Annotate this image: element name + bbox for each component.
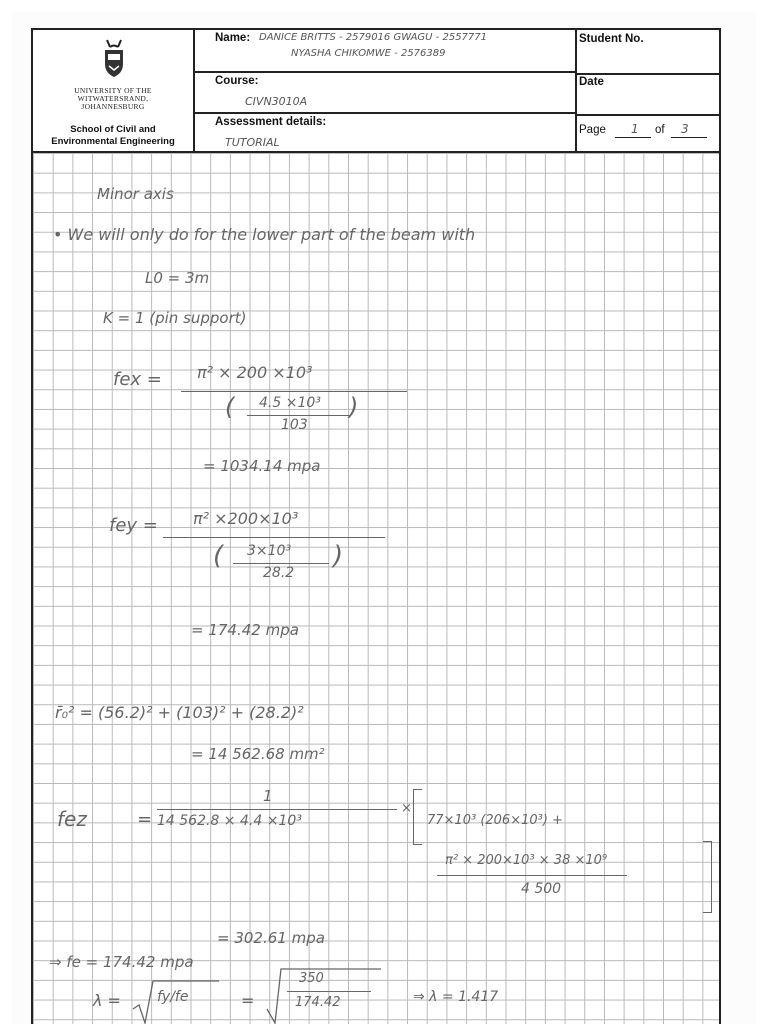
- lambda-denominator: 174.42: [295, 995, 341, 1010]
- logo-column: [33, 30, 195, 151]
- fey-paren-left: (: [213, 541, 224, 571]
- fey-paren-right: ): [333, 541, 344, 571]
- course-value: CIVN3010A: [245, 95, 308, 108]
- student-no-cell: [575, 30, 719, 75]
- lambda-equals: =: [241, 991, 255, 1010]
- lambda-lhs: λ =: [93, 991, 121, 1010]
- fex-den-numerator: 4.5 ×10³: [259, 395, 321, 411]
- fez-result: = 302.61 mpa: [217, 929, 325, 947]
- name-row: [193, 30, 575, 73]
- name-label: Name:: [215, 32, 251, 44]
- university-name: [33, 87, 193, 111]
- name-value-line-1: DANICE BRITTS - 2579016 GWAGU - 2557771: [259, 32, 488, 43]
- student-no-label: Student No.: [579, 33, 644, 45]
- course-label: Course:: [215, 75, 259, 87]
- date-cell: [575, 73, 719, 116]
- intro-text: • We will only do for the lower part of the beam with: [53, 225, 476, 244]
- fex-inner-bar: [247, 415, 351, 416]
- r0-equation: r̄₀² = (56.2)² + (103)² + (28.2)²: [55, 703, 304, 722]
- fez-inner-bar: [437, 875, 627, 876]
- grid-paper-area: [31, 153, 721, 1024]
- heading-minor-axis: Minor axis: [97, 185, 174, 203]
- fex-paren-right: ): [349, 393, 359, 421]
- fex-den-denominator: 103: [281, 417, 308, 433]
- fey-result: = 174.42 mpa: [191, 621, 299, 639]
- fez-denominator: 14 562.8 × 4.4 ×10³: [157, 813, 302, 829]
- assessment-value: TUTORIAL: [225, 136, 280, 149]
- fez-fraction-bar: [157, 809, 397, 810]
- lambda-radicand: fy/fe: [157, 989, 189, 1005]
- fez-numerator: 1: [263, 787, 273, 805]
- school-name: [33, 124, 193, 148]
- fe-conclusion: ⇒ fe = 174.42 mpa: [49, 953, 194, 971]
- meta-column: [575, 30, 719, 151]
- lambda-numerator: 350: [299, 971, 324, 986]
- fex-fraction-bar: [181, 391, 407, 392]
- fez-bracket-left: [413, 789, 422, 845]
- fex-result: = 1034.14 mpa: [203, 457, 321, 475]
- k-factor: K = 1 (pin support): [103, 309, 247, 327]
- fez-times: ×: [401, 801, 412, 816]
- fez-bracket-term-2-numerator: π² × 200×10³ × 38 ×10⁹: [445, 853, 608, 868]
- fez-bracket-term-1: 77×10³ (206×10³) +: [427, 813, 563, 828]
- name-value-line-2: NYASHA CHIKOMWE - 2576389: [291, 48, 446, 59]
- page-cell: [575, 114, 719, 151]
- fez-bracket-term-2-denominator: 4 500: [521, 881, 562, 897]
- fex-paren-left: (: [225, 393, 235, 421]
- date-label: Date: [579, 76, 604, 88]
- page-current: 1: [631, 122, 639, 136]
- assessment-row: [193, 114, 575, 151]
- lambda-result: ⇒ λ = 1.417: [413, 989, 499, 1005]
- fey-fraction-bar: [163, 537, 385, 538]
- course-row: [193, 73, 575, 114]
- page-label: Page: [579, 124, 606, 136]
- fex-lhs: fex =: [113, 369, 162, 390]
- school-line-2: Environmental Engineering: [51, 136, 175, 147]
- university-line-1: UNIVERSITY OF THE: [74, 86, 152, 95]
- page-current-underline: [615, 137, 651, 138]
- fez-lhs: fez: [57, 807, 87, 831]
- effective-length: L0 = 3m: [145, 269, 210, 287]
- fey-den-denominator: 28.2: [263, 565, 295, 581]
- university-line-3: JOHANNESBURG: [81, 102, 145, 111]
- university-crest-icon: [99, 38, 129, 78]
- university-line-2: WITWATERSRAND,: [77, 94, 149, 103]
- fey-numerator: π² ×200×10³: [193, 509, 299, 528]
- page-total-underline: [671, 137, 707, 138]
- lambda-fraction-bar: [287, 991, 371, 992]
- fex-numerator: π² × 200 ×10³: [197, 363, 313, 382]
- fey-den-numerator: 3×10³: [247, 543, 292, 559]
- fey-inner-bar: [233, 563, 329, 564]
- page-total: 3: [681, 122, 689, 136]
- school-line-1: School of Civil and: [70, 124, 156, 135]
- fey-lhs: fey =: [109, 515, 158, 536]
- fez-equals: =: [137, 809, 153, 830]
- assessment-label: Assessment details:: [215, 116, 327, 128]
- fez-bracket-right: [703, 841, 712, 913]
- page-of-label: of: [655, 124, 665, 136]
- r0-result: = 14 562.68 mm²: [191, 745, 325, 763]
- worksheet-header: [31, 28, 721, 153]
- details-column: [193, 30, 577, 151]
